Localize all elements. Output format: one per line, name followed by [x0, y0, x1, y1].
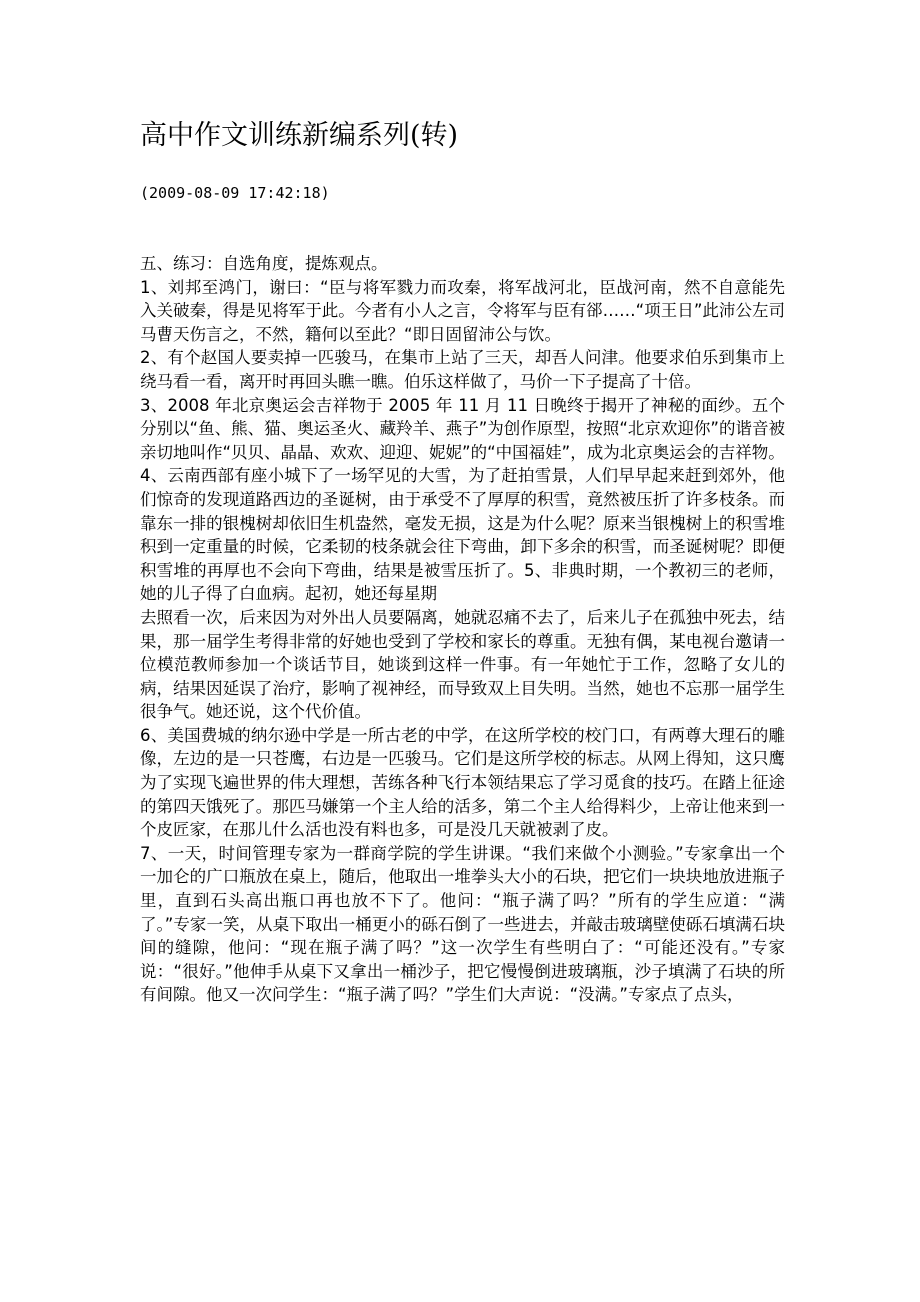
document-title: 高中作文训练新编系列(转)	[140, 120, 459, 151]
paragraph-item-1: 1、刘邦至鸿门，谢曰：“臣与将军戮力而攻秦，将军战河北，臣战河南，然不自意能先入关破秦，得是见将军于此。今者有小人之言，令将军与臣有郤……“项王日”此沛公左司马曹天伤言之，不然，籍何以至此？“即日固留沛公与饮。	[140, 277, 785, 344]
post-datetime: (2009-08-09 17:42:18)	[140, 184, 330, 202]
paragraph-item-5-continued: 去照看一次，后来因为对外出人员要隔离，她就忍痛不去了，后来儿子在孤独中死去，结果，那一届学生考得非常的好她也受到了学校和家长的尊重。无独有偶，某电视台邀请一位模范教师参加一个谈话节目，她谈到这样一件事。有一年她忙于工作，忽略了女儿的病，结果因延误了治疗，影响了视神经，而导致双上目失明。当然，她也不忘那一届学生很争气。她还说，这个代价值。	[140, 607, 785, 722]
paragraph-item-3: 3、2008 年北京奥运会吉祥物于 2005 年 11 月 11 日晚终于揭开了神秘的面纱。五个分别以“鱼、熊、猫、奥运圣火、藏羚羊、燕子”为创作原型，按照“北京欢迎你”的谐音被亲切地叫作“贝贝、晶晶、欢欢、迎迎、妮妮”的“中国福娃”，成为北京奥运会的吉祥物。	[140, 395, 785, 462]
paragraph-item-6: 6、美国费城的纳尔逊中学是一所古老的中学，在这所学校的校门口，有两尊大理石的雕像，左边的是一只苍鹰，右边是一匹骏马。它们是这所学校的标志。从网上得知，这只鹰为了实现飞遍世界的伟大理想，苦练各种飞行本领结果忘了学习觅食的技巧。在踏上征途的第四天饿死了。那匹马嫌第一个主人给的活多，第二个主人给得料少，上帝让他来到一个皮匠家，在那儿什么活也没有料也多，可是没几天就被剥了皮。	[140, 725, 785, 840]
paragraph-item-7: 7、一天，时间管理专家为一群商学院的学生讲课。“我们来做个小测验。”专家拿出一个一加仑的广口瓶放在桌上，随后，他取出一堆拳头大小的石块，把它们一块块地放进瓶子里，直到石头高出瓶口再也放不下了。他问：“瓶子满了吗？”所有的学生应道：“满了。”专家一笑，从桌下取出一桶更小的砾石倒了一些进去，并敲击玻璃壁使砾石填满石块间的缝隙，他问：“现在瓶子满了吗？”这一次学生有些明白了：“可能还没有。”专家说：“很好。”他伸手从桌下又拿出一桶沙子，把它慢慢倒进玻璃瓶，沙子填满了石块的所有间隙。他又一次问学生：“瓶子满了吗？”学生们大声说：“没满。”专家点了点头，	[140, 843, 785, 1005]
paragraph-exercise-heading: 五、练习：自选角度，提炼观点。	[140, 254, 388, 273]
paragraph-item-4-5: 4、云南西部有座小城下了一场罕见的大雪，为了赶拍雪景，人们早早起来赶到郊外，他们惊奇的发现道路西边的圣诞树，由于承受不了厚厚的积雪，竟然被压折了许多枝条。而靠东一排的银槐树却依旧生机盎然，毫发无损，这是为什么呢？原来当银槐树上的积雪堆积到一定重量的时候，它柔韧的枝条就会往下弯曲，卸下多余的积雪，而圣诞树呢？即便积雪堆的再厚也不会向下弯曲，结果是被雪压折了。5、非典时期，一个教初三的老师，她的儿子得了白血病。起初，她还每星期	[140, 466, 785, 604]
paragraph-item-2: 2、有个赵国人要卖掉一匹骏马，在集市上站了三天，却吾人问津。他要求伯乐到集市上绕马看一看，离开时再回头瞧一瞧。伯乐这样做了，马价一下子提高了十倍。	[140, 348, 785, 391]
article-body	[140, 252, 785, 1007]
